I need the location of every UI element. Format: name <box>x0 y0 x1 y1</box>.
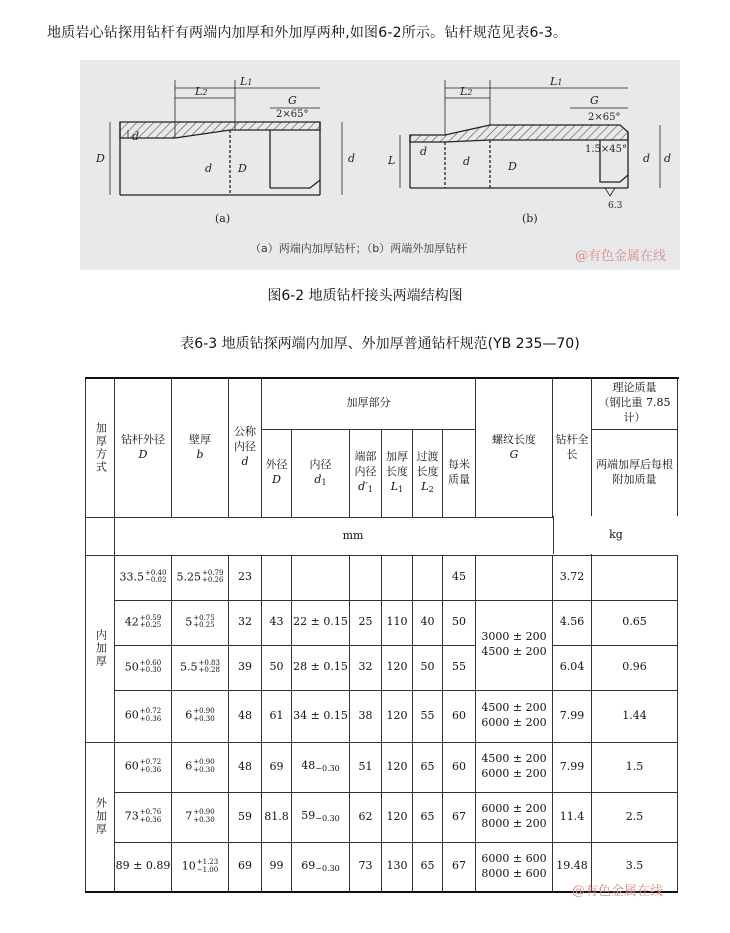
unit-kg-label: kg <box>553 516 678 554</box>
unit-mm: mm <box>115 517 592 555</box>
dim-L1-a: L1 <box>240 75 253 88</box>
table-row: 60+0.72 +0.36 6+0.90 +0.30 48 61 34 ± 0.15 38 120 55 60 4500 ± 200 6000 ± 200 7.99 1.44 <box>86 690 678 742</box>
total-length-cell: 3000 ± 200 4500 ± 200 <box>476 600 553 690</box>
table-row: 42+0.59 +0.25 5+0.75 +0.25 32 43 22 ± 0.15 25 110 40 50 3000 ± 200 4500 ± 200 4.56 0.65 <box>86 600 678 645</box>
header-upset-len: 加厚长度 $L_1$ <box>382 429 413 517</box>
table-row: 73+0.76 +0.36 7+0.90 +0.30 59 81.8 $59_{-0.30}$ 62 120 65 67 6000 ± 200 8000 ± 200 11.4 2.5 <box>86 792 678 842</box>
header-trans-len: 过渡长度 $L_2$ <box>413 429 443 517</box>
header-added: 两端加厚后每根附加质量 <box>592 429 678 517</box>
dim-chamfer-b: 2×65° <box>588 112 621 123</box>
dim-G-b: G <box>590 94 599 107</box>
dim-L2-b: L2 <box>460 85 473 98</box>
watermark-top: @有色金属在线 <box>575 249 667 264</box>
figure-subcaption: （a）两端内加厚钻杆；（b）两端外加厚钻杆 <box>250 242 468 255</box>
drill-pipe-diagram <box>80 60 680 270</box>
dim-d-b: d <box>420 145 428 158</box>
header-upset-od: 外径 D <box>262 429 292 517</box>
header-thread-len: 螺纹长度 G <box>476 378 553 517</box>
dim-L1-b: L1 <box>550 75 563 88</box>
header-total-len: 钻杆全长 <box>553 378 592 517</box>
drill-pipe-spec-table <box>85 377 678 893</box>
header-end-id: 端部内径 $d'_1$ <box>350 429 382 517</box>
header-method: 加厚方式 <box>86 378 115 517</box>
dim-chamfer45-b: 1.5×45° <box>585 144 628 155</box>
dim-d1-a: d <box>205 162 213 175</box>
drill-pipe-figure <box>80 60 680 270</box>
unit-blank <box>86 517 115 555</box>
dim-D1-b: D <box>508 160 517 173</box>
header-upset: 加厚部分 <box>262 378 476 429</box>
table-caption: 表6-3 地质钻探两端内加厚、外加厚普通钻杆规范(YB 235—70) <box>180 336 580 352</box>
header-per-m: 每米质量 <box>443 429 476 517</box>
header-mass: 理论质量 （钢比重 7.85 计） <box>592 378 678 429</box>
group-external: 外加厚 <box>86 742 115 892</box>
group-internal: 内加厚 <box>86 555 115 742</box>
dim-L2-a: L2 <box>195 85 208 98</box>
table-row: 外加厚 60+0.72 +0.36 6+0.90 +0.30 48 69 $48_{-0.30}$ 51 120 65 60 4500 ± 200 6000 ± 200 7.99 1.5 <box>86 742 678 792</box>
header-upset-id: 内径 $d_1$ <box>292 429 350 517</box>
panel-b-label: (b) <box>522 212 538 225</box>
table-row: 内加厚 33.5+0.40 −0.02 5.25+0.79 +0.26 23 45 3.72 <box>86 555 678 600</box>
dim-D1-a: D <box>238 162 247 175</box>
header-wall: 壁厚 b <box>172 378 229 517</box>
panel-a-label: (a) <box>215 212 231 225</box>
header-nominal-id: 公称内径 d <box>229 378 262 517</box>
total-length-cell: 4500 ± 200 6000 ± 200 <box>476 690 553 742</box>
dim-d2-b: d <box>664 152 672 165</box>
table-row: 50+0.60 +0.30 5.5+0.83 +0.28 39 50 28 ± 0.15 32 120 50 55 6.04 0.96 <box>86 645 678 690</box>
dim-d-a: d <box>132 130 140 143</box>
figure-caption: 图6-2 地质钻杆接头两端结构图 <box>267 288 463 304</box>
dim-d1-b-right: d <box>643 152 651 165</box>
dim-L-b: L <box>388 154 396 167</box>
dim-G-a: G <box>288 94 297 107</box>
roughness-mark: 6.3 <box>608 201 623 211</box>
dim-d2-a: d <box>348 152 356 165</box>
table-row: 89 ± 0.89 10+1.23 −1.00 69 99 $69_{-0.30}$ 73 130 65 67 6000 ± 600 8000 ± 600 19.48 3.5 <box>86 842 678 892</box>
dim-d1-b: d <box>463 155 471 168</box>
dim-chamfer-a: 2×65° <box>276 109 309 120</box>
intro-text: 地质岩心钻探用钻杆有两端内加厚和外加厚两种,如图6-2所示。钻杆规范见表6-3。 <box>47 25 568 41</box>
header-od: 钻杆外径 D <box>115 378 172 517</box>
dim-D-a: D <box>96 152 105 165</box>
watermark-bottom: @有色金属在线 <box>572 884 664 899</box>
